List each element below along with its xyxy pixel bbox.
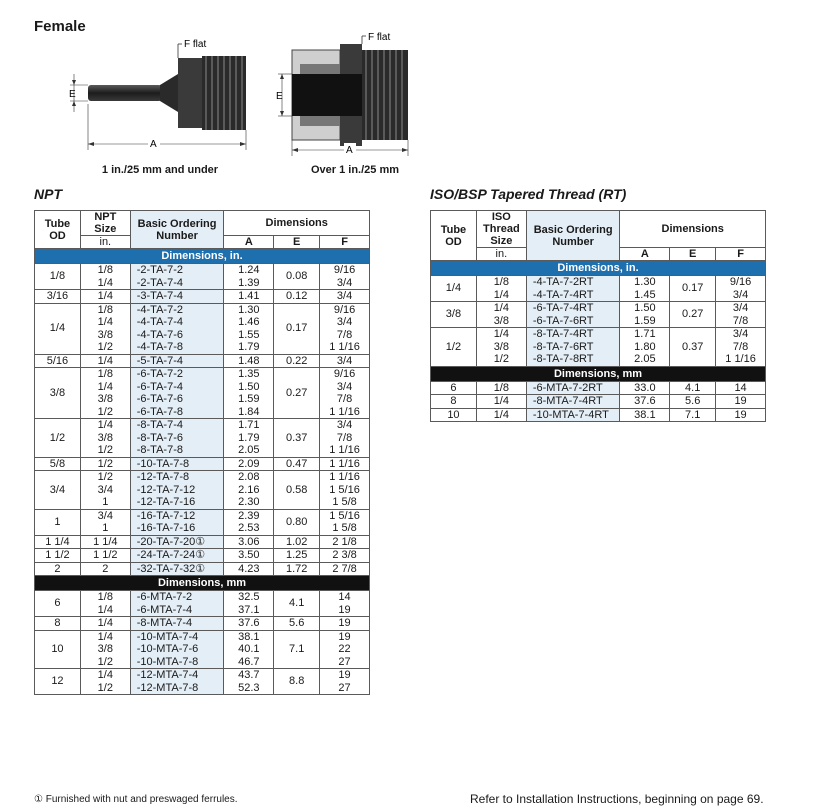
- cell-dim-f: 3/4: [320, 354, 370, 368]
- cell-tube-od: 1/2: [35, 419, 81, 458]
- table-row: [431, 302, 766, 328]
- cell-dim-a: 1.41: [224, 290, 274, 304]
- e-label: E: [69, 89, 76, 100]
- iso-col-tube-od: Tube OD: [431, 211, 477, 261]
- table-row: [35, 354, 370, 368]
- table-row: [35, 591, 370, 617]
- table-row: [35, 669, 370, 695]
- band-dimensions-in: Dimensions, in.: [35, 249, 370, 264]
- cell-ordering-number: -12-TA-7-8 -12-TA-7-12 -12-TA-7-16: [130, 471, 224, 510]
- cell-thread-size: 1/4: [80, 290, 130, 304]
- a-label-2: A: [346, 145, 353, 156]
- cell-dim-a: 4.23: [224, 562, 274, 576]
- table-row: [35, 471, 370, 510]
- cell-dim-a: 37.6: [224, 617, 274, 631]
- cell-thread-size: 1/8 1/4: [476, 276, 526, 302]
- col-ordering-number: Basic Ordering Number: [130, 211, 224, 249]
- cell-dim-a: 33.0: [620, 381, 670, 395]
- cell-dim-a: 37.6: [620, 395, 670, 409]
- cell-tube-od: 3/8: [35, 368, 81, 419]
- iso-table: [430, 210, 766, 422]
- cell-thread-size: 1/8 1/4 3/8 1/2: [80, 368, 130, 419]
- table-row: [35, 630, 370, 669]
- cell-thread-size: 1 1/2: [80, 549, 130, 563]
- iso-col-thread-size: ISO Thread Size: [476, 211, 526, 248]
- cell-dim-a: 1.24 1.39: [224, 264, 274, 290]
- cell-dim-e: 7.1: [274, 630, 320, 669]
- cell-dim-f: 19: [716, 408, 766, 422]
- cell-tube-od: 8: [431, 395, 477, 409]
- cell-tube-od: 3/16: [35, 290, 81, 304]
- cell-dim-f: 3/4 7/8 1 1/16: [716, 328, 766, 367]
- cell-dim-a: 2.09: [224, 457, 274, 471]
- cell-ordering-number: -16-TA-7-12 -16-TA-7-16: [130, 509, 224, 535]
- cell-thread-size: 1/4 3/8 1/2: [476, 328, 526, 367]
- band-dimensions-mm: Dimensions, mm: [431, 366, 766, 381]
- table-row: [35, 549, 370, 563]
- cell-thread-size: 1/8: [476, 381, 526, 395]
- table-row: [431, 395, 766, 409]
- cell-dim-e: 0.37: [274, 419, 320, 458]
- cell-dim-f: 14: [716, 381, 766, 395]
- cell-dim-e: 0.12: [274, 290, 320, 304]
- cell-dim-f: 9/16 3/4 7/8 1 1/16: [320, 368, 370, 419]
- table-row: [35, 264, 370, 290]
- table-row: [35, 509, 370, 535]
- cell-ordering-number: -10-TA-7-8: [130, 457, 224, 471]
- cell-thread-size: 1/2: [80, 457, 130, 471]
- band-dimensions-mm: Dimensions, mm: [35, 576, 370, 591]
- cell-dim-f: 19: [320, 617, 370, 631]
- f-flat-label: F flat: [184, 39, 207, 50]
- cell-thread-size: 1/4: [80, 354, 130, 368]
- cell-ordering-number: -4-TA-7-2RT -4-TA-7-4RT: [526, 276, 620, 302]
- cell-thread-size: 2: [80, 562, 130, 576]
- cell-tube-od: 1/4: [431, 276, 477, 302]
- cell-dim-a: 3.50: [224, 549, 274, 563]
- cell-dim-a: 3.06: [224, 535, 274, 549]
- cell-tube-od: 3/4: [35, 471, 81, 510]
- cell-dim-f: 3/4 7/8 1 1/16: [320, 419, 370, 458]
- cell-ordering-number: -12-MTA-7-4 -12-MTA-7-8: [130, 669, 224, 695]
- cell-dim-e: 5.6: [274, 617, 320, 631]
- col-e: E: [274, 236, 320, 249]
- cell-dim-e: 0.22: [274, 354, 320, 368]
- cell-ordering-number: -5-TA-7-4: [130, 354, 224, 368]
- iso-col-dimensions: Dimensions: [620, 211, 766, 248]
- cell-ordering-number: -6-MTA-7-2 -6-MTA-7-4: [130, 591, 224, 617]
- table-row: [431, 276, 766, 302]
- cell-ordering-number: -32-TA-7-32①: [130, 562, 224, 576]
- cell-dim-a: 43.7 52.3: [224, 669, 274, 695]
- cell-tube-od: 1: [35, 509, 81, 535]
- cell-dim-e: 7.1: [670, 408, 716, 422]
- cell-dim-e: 0.58: [274, 471, 320, 510]
- band-dimensions-in: Dimensions, in.: [431, 261, 766, 276]
- cell-thread-size: 1/8 1/4 3/8 1/2: [80, 303, 130, 354]
- footnote: ① Furnished with nut and preswaged ferrules.: [34, 794, 238, 805]
- table-row: [35, 457, 370, 471]
- cell-thread-size: 1/4: [476, 395, 526, 409]
- cell-dim-a: 2.08 2.16 2.30: [224, 471, 274, 510]
- fitting-drawing-large: [270, 30, 420, 162]
- cell-dim-e: 1.02: [274, 535, 320, 549]
- col-tube-od: Tube OD: [35, 211, 81, 249]
- table-row: [35, 617, 370, 631]
- table-row: [35, 303, 370, 354]
- cell-dim-f: 9/16 3/4: [320, 264, 370, 290]
- cell-dim-a: 1.71 1.80 2.05: [620, 328, 670, 367]
- cell-dim-f: 1 5/16 1 5/8: [320, 509, 370, 535]
- cell-ordering-number: -6-TA-7-2 -6-TA-7-4 -6-TA-7-6 -6-TA-7-8: [130, 368, 224, 419]
- iso-col-a: A: [620, 248, 670, 261]
- cell-dim-f: 2 1/8: [320, 535, 370, 549]
- cell-dim-a: 1.48: [224, 354, 274, 368]
- cell-dim-a: 38.1: [620, 408, 670, 422]
- cell-dim-e: 0.27: [670, 302, 716, 328]
- cell-dim-a: 1.30 1.45: [620, 276, 670, 302]
- cell-thread-size: 1 1/4: [80, 535, 130, 549]
- cell-dim-f: 14 19: [320, 591, 370, 617]
- cell-dim-e: 0.80: [274, 509, 320, 535]
- cell-ordering-number: -8-TA-7-4RT -8-TA-7-6RT -8-TA-7-8RT: [526, 328, 620, 367]
- cell-dim-f: 19: [716, 395, 766, 409]
- cell-tube-od: 12: [35, 669, 81, 695]
- cell-ordering-number: -6-MTA-7-2RT: [526, 381, 620, 395]
- cell-dim-f: 2 3/8: [320, 549, 370, 563]
- cell-dim-e: 0.17: [274, 303, 320, 354]
- cell-ordering-number: -8-MTA-7-4RT: [526, 395, 620, 409]
- col-npt-unit: in.: [80, 236, 130, 249]
- cell-dim-f: 19 27: [320, 669, 370, 695]
- iso-col-ordering-number: Basic Ordering Number: [526, 211, 620, 261]
- cell-dim-a: 1.50 1.59: [620, 302, 670, 328]
- cell-dim-f: 1 1/16: [320, 457, 370, 471]
- cell-dim-f: 2 7/8: [320, 562, 370, 576]
- col-a: A: [224, 236, 274, 249]
- cell-tube-od: 1/2: [431, 328, 477, 367]
- cell-dim-a: 2.39 2.53: [224, 509, 274, 535]
- cell-tube-od: 1 1/2: [35, 549, 81, 563]
- cell-dim-e: 0.37: [670, 328, 716, 367]
- a-label: A: [150, 139, 157, 150]
- cell-ordering-number: -10-MTA-7-4 -10-MTA-7-6 -10-MTA-7-8: [130, 630, 224, 669]
- cell-ordering-number: -8-MTA-7-4: [130, 617, 224, 631]
- cell-tube-od: 1/4: [35, 303, 81, 354]
- cell-thread-size: 1/4 3/8 1/2: [80, 630, 130, 669]
- cell-tube-od: 8: [35, 617, 81, 631]
- table-row: [35, 419, 370, 458]
- npt-table: [34, 210, 370, 695]
- caption-large: Over 1 in./25 mm: [310, 164, 400, 176]
- npt-section-title: NPT: [34, 186, 62, 202]
- cell-ordering-number: -4-TA-7-2 -4-TA-7-4 -4-TA-7-6 -4-TA-7-8: [130, 303, 224, 354]
- cell-tube-od: 1 1/4: [35, 535, 81, 549]
- cell-tube-od: 5/8: [35, 457, 81, 471]
- cell-dim-e: 1.72: [274, 562, 320, 576]
- cell-thread-size: 1/4 3/8: [476, 302, 526, 328]
- e-label-2: E: [276, 91, 283, 102]
- cell-dim-f: 1 1/16 1 5/16 1 5/8: [320, 471, 370, 510]
- cell-ordering-number: -6-TA-7-4RT -6-TA-7-6RT: [526, 302, 620, 328]
- fitting-drawing-small: [60, 34, 260, 162]
- cell-thread-size: 1/2 3/4 1: [80, 471, 130, 510]
- cell-thread-size: 1/4: [476, 408, 526, 422]
- cell-dim-f: 9/16 3/4: [716, 276, 766, 302]
- cell-tube-od: 6: [431, 381, 477, 395]
- cell-thread-size: 1/4 1/2: [80, 669, 130, 695]
- cell-thread-size: 3/4 1: [80, 509, 130, 535]
- col-npt-size: NPT Size: [80, 211, 130, 236]
- cell-tube-od: 2: [35, 562, 81, 576]
- cell-dim-e: 4.1: [274, 591, 320, 617]
- cell-dim-e: 4.1: [670, 381, 716, 395]
- cell-ordering-number: -3-TA-7-4: [130, 290, 224, 304]
- iso-col-e: E: [670, 248, 716, 261]
- cell-dim-f: 9/16 3/4 7/8 1 1/16: [320, 303, 370, 354]
- table-row: [35, 535, 370, 549]
- cell-dim-e: 8.8: [274, 669, 320, 695]
- cell-dim-e: 0.17: [670, 276, 716, 302]
- col-dimensions: Dimensions: [224, 211, 370, 236]
- cell-thread-size: 1/4: [80, 617, 130, 631]
- cell-dim-a: 38.1 40.1 46.7: [224, 630, 274, 669]
- caption-small: 1 in./25 mm and under: [101, 164, 219, 176]
- cell-dim-a: 1.71 1.79 2.05: [224, 419, 274, 458]
- cell-tube-od: 5/16: [35, 354, 81, 368]
- cell-ordering-number: -2-TA-7-2 -2-TA-7-4: [130, 264, 224, 290]
- cell-dim-e: 5.6: [670, 395, 716, 409]
- cell-tube-od: 1/8: [35, 264, 81, 290]
- cell-ordering-number: -10-MTA-7-4RT: [526, 408, 620, 422]
- iso-col-unit: in.: [476, 248, 526, 261]
- installation-reference: Refer to Installation Instructions, beginning on page 69.: [470, 792, 764, 806]
- iso-section-title: ISO/BSP Tapered Thread (RT): [430, 186, 627, 202]
- cell-dim-a: 1.30 1.46 1.55 1.79: [224, 303, 274, 354]
- cell-ordering-number: -8-TA-7-4 -8-TA-7-6 -8-TA-7-8: [130, 419, 224, 458]
- cell-dim-f: 19 22 27: [320, 630, 370, 669]
- cell-dim-f: 3/4: [320, 290, 370, 304]
- cell-thread-size: 1/8 1/4: [80, 591, 130, 617]
- cell-dim-e: 1.25: [274, 549, 320, 563]
- col-f: F: [320, 236, 370, 249]
- table-row: [35, 368, 370, 419]
- table-row: [35, 562, 370, 576]
- cell-thread-size: 1/4 3/8 1/2: [80, 419, 130, 458]
- cell-tube-od: 10: [431, 408, 477, 422]
- cell-dim-e: 0.47: [274, 457, 320, 471]
- table-row: [431, 381, 766, 395]
- cell-dim-e: 0.27: [274, 368, 320, 419]
- table-row: [35, 290, 370, 304]
- cell-ordering-number: -20-TA-7-20①: [130, 535, 224, 549]
- cell-tube-od: 3/8: [431, 302, 477, 328]
- table-row: [431, 328, 766, 367]
- f-flat-label-2: F flat: [368, 32, 391, 43]
- cell-thread-size: 1/8 1/4: [80, 264, 130, 290]
- cell-ordering-number: -24-TA-7-24①: [130, 549, 224, 563]
- iso-col-f: F: [716, 248, 766, 261]
- cell-tube-od: 10: [35, 630, 81, 669]
- cell-dim-a: 32.5 37.1: [224, 591, 274, 617]
- table-row: [431, 408, 766, 422]
- cell-dim-f: 3/4 7/8: [716, 302, 766, 328]
- cell-dim-a: 1.35 1.50 1.59 1.84: [224, 368, 274, 419]
- cell-tube-od: 6: [35, 591, 81, 617]
- page-title: Female: [34, 18, 86, 35]
- cell-dim-e: 0.08: [274, 264, 320, 290]
